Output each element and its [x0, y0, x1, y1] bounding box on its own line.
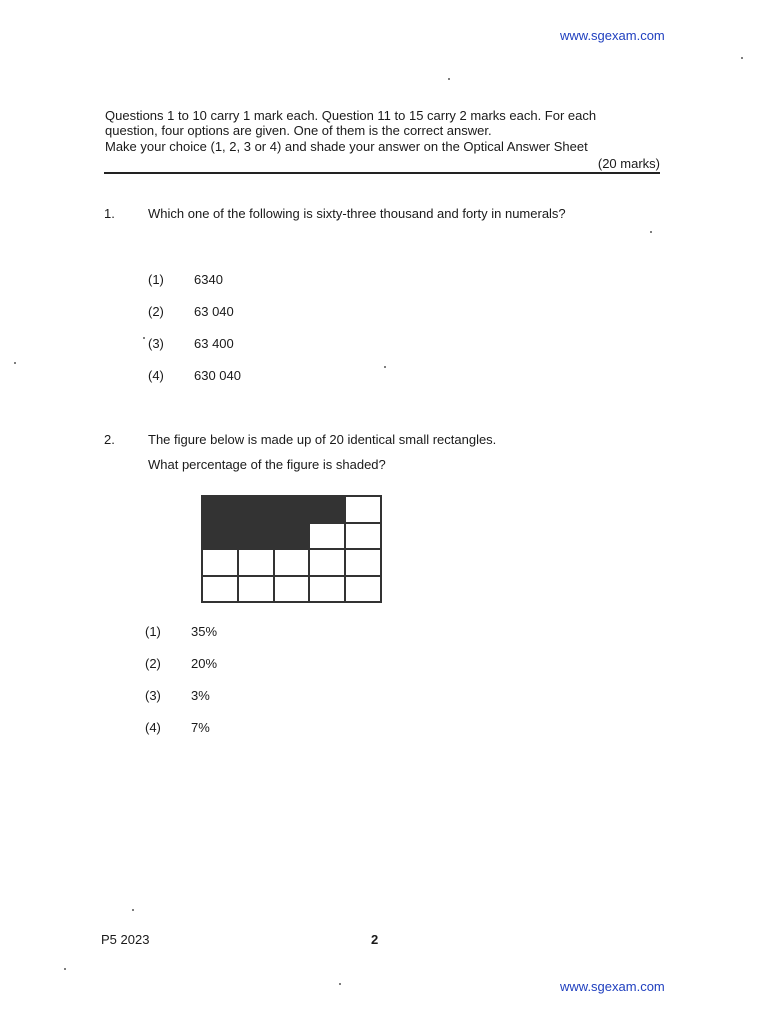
question-1-option-3 [148, 336, 234, 351]
grid-cell-shaded [274, 496, 310, 523]
question-2-text: The figure below is made up of 20 identical small rectangles. [148, 432, 497, 447]
option-label: (1) [148, 272, 164, 287]
grid-cell [202, 576, 238, 603]
scan-speck [448, 78, 450, 80]
option-value: 63 040 [194, 304, 234, 319]
scan-speck [384, 366, 386, 368]
grid-cell-shaded [238, 523, 274, 550]
grid-cell [345, 576, 381, 603]
question-1-option-2 [148, 304, 234, 319]
option-label: (2) [145, 656, 161, 671]
page-number: 2 [371, 932, 379, 947]
site-url-top[interactable]: www.sgexam.com [560, 28, 665, 43]
question-2-option-4 [145, 720, 210, 735]
grid-cell [309, 576, 345, 603]
option-value: 7% [191, 720, 210, 735]
scan-speck [143, 337, 145, 339]
site-url-bottom[interactable]: www.sgexam.com [560, 979, 665, 994]
scan-speck [741, 57, 743, 59]
grid-cell [238, 549, 274, 576]
question-1-option-4 [148, 368, 241, 383]
question-2-option-3 [145, 688, 210, 703]
grid-cell [345, 496, 381, 523]
option-value: 3% [191, 688, 210, 703]
option-value: 20% [191, 656, 218, 671]
option-label: (1) [145, 624, 161, 639]
option-label: (3) [148, 336, 164, 351]
grid-cell-shaded [274, 523, 310, 550]
grid-cell-shaded [309, 496, 345, 523]
question-1-text: Which one of the following is sixty-three thousand and forty in numerals? [148, 206, 566, 221]
instructions-divider [104, 172, 660, 174]
scan-speck [64, 968, 66, 970]
scan-speck [339, 983, 341, 985]
scan-speck [14, 362, 16, 364]
grid-cell [309, 523, 345, 550]
rectangle-grid-figure [201, 495, 382, 603]
option-value: 6340 [194, 272, 223, 287]
grid-cell [274, 549, 310, 576]
scan-speck [132, 909, 134, 911]
option-value: 35% [191, 624, 218, 639]
question-2-option-1 [145, 624, 217, 639]
option-label: (3) [145, 688, 161, 703]
grid-cell-shaded [202, 496, 238, 523]
question-1-option-1 [148, 272, 223, 287]
grid-cell [274, 576, 310, 603]
option-value: 63 400 [194, 336, 234, 351]
grid-cell [345, 523, 381, 550]
grid-cell-shaded [238, 496, 274, 523]
question-1-number: 1. [104, 206, 115, 221]
option-value: 630 040 [194, 368, 241, 383]
option-label: (4) [148, 368, 164, 383]
scan-speck [650, 231, 652, 233]
instructions-line-3: Make your choice (1, 2, 3 or 4) and shade your answer on the Optical Answer Sheet [105, 139, 588, 154]
grid-cell [345, 549, 381, 576]
question-2-text-2: What percentage of the figure is shaded? [148, 457, 386, 472]
grid-cell [238, 576, 274, 603]
question-2-option-2 [145, 656, 217, 671]
grid-cell [202, 549, 238, 576]
option-label: (2) [148, 304, 164, 319]
grid-cell [309, 549, 345, 576]
instructions-line-2: question, four options are given. One of them is the correct answer. [105, 123, 492, 138]
grid-cell-shaded [202, 523, 238, 550]
paper-code: P5 2023 [101, 932, 150, 947]
option-label: (4) [145, 720, 161, 735]
question-2-number: 2. [104, 432, 115, 447]
instructions-line-1: Questions 1 to 10 carry 1 mark each. Question 11 to 15 carry 2 marks each. For each [105, 108, 597, 123]
total-marks: (20 marks) [597, 156, 660, 171]
